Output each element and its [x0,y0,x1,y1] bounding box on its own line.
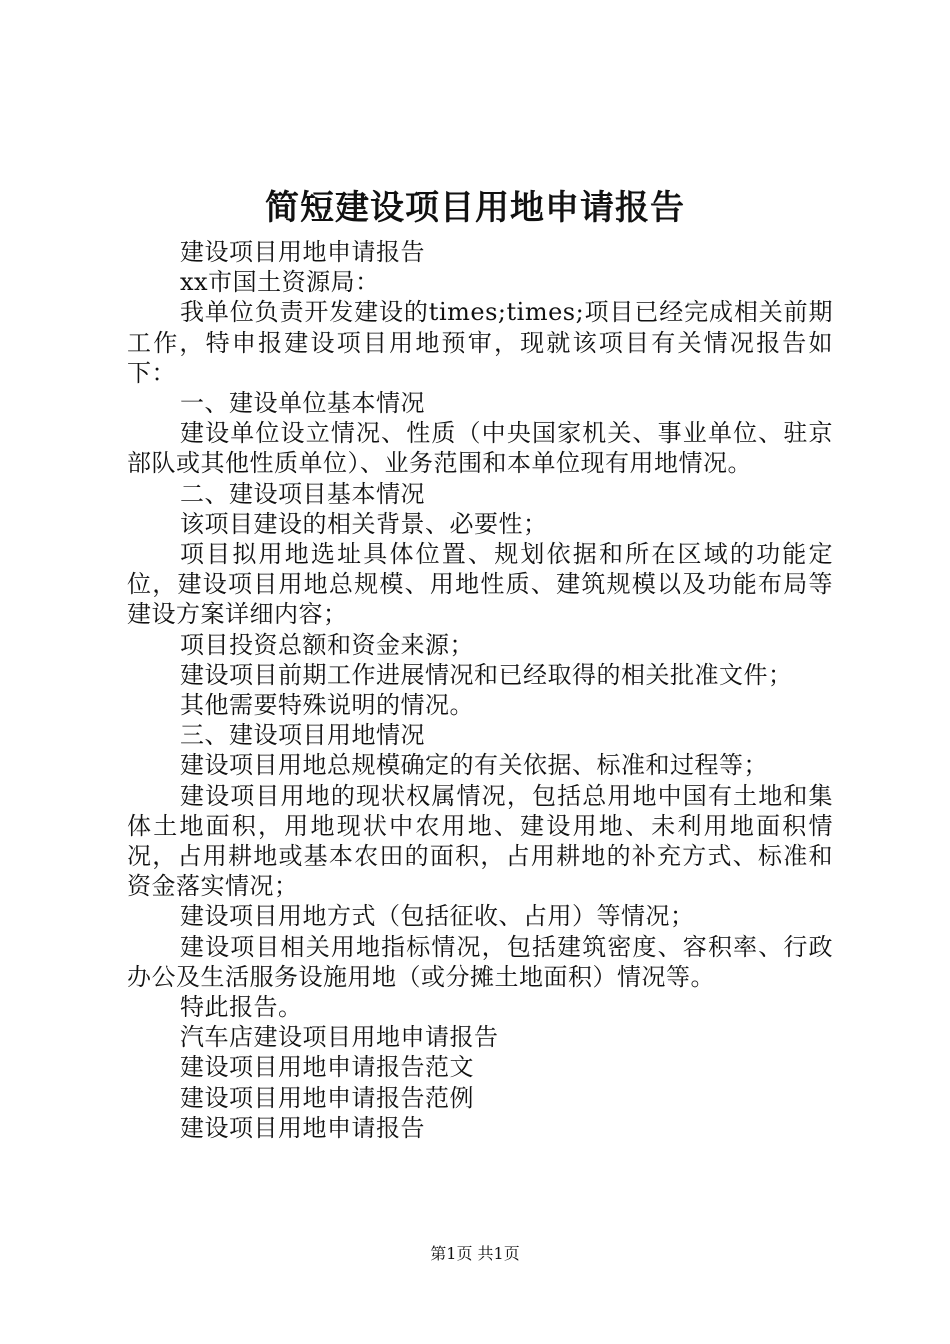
closing-line: 特此报告。 [180,993,303,1022]
section-heading: 三、建设项目用地情况 [180,721,425,750]
paragraph: 其他需要特殊说明的情况。 [180,691,474,720]
paragraph: 建设项目前期工作进展情况和已经取得的相关批准文件； [180,660,793,689]
document-title: 简短建设项目用地申请报告 [265,188,685,228]
related-title: 建设项目用地申请报告 [180,1113,425,1142]
paragraph: 建设项目用地申请报告 [180,238,425,266]
paragraph: 建设单位设立情况、性质（中央国家机关、事业单位、驻京部队或其他性质单位）、业务范围和本单位现有用地情况。 [127,419,833,478]
related-title: 汽车店建设项目用地申请报告 [180,1023,499,1052]
page-footer: 第1页 共1页 [430,1244,520,1263]
document-body [127,237,833,1143]
paragraph: xx市国土资源局： [180,268,380,297]
paragraph: 建设项目相关用地指标情况，包括建筑密度、容积率、行政办公及生活服务设施用地（或分摊土地面积）情况等。 [127,932,833,991]
related-title: 建设项目用地申请报告范文 [180,1053,474,1082]
paragraph: 项目投资总额和资金来源； [180,630,474,659]
paragraph: 建设项目用地的现状权属情况，包括总用地中国有土地和集体土地面积，用地现状中农用地、建设用地、未利用地面积情况，占用耕地或基本农田的面积，占用耕地的补充方式、标准和资金落实情况； [127,781,833,901]
paragraph: 建设项目用地总规模确定的有关依据、标准和过程等； [180,751,768,780]
paragraph: 该项目建设的相关背景、必要性； [180,509,548,538]
section-heading: 二、建设项目基本情况 [180,479,425,508]
paragraph: 建设项目用地方式（包括征收、占用）等情况； [180,902,695,931]
paragraph: 项目拟用地选址具体位置、规划依据和所在区域的功能定位，建设项目用地总规模、用地性质、建筑规模以及功能布局等建设方案详细内容； [127,540,833,629]
related-title: 建设项目用地申请报告范例 [180,1083,474,1112]
section-heading: 一、建设单位基本情况 [180,389,425,418]
paragraph: 我单位负责开发建设的times;times;项目已经完成相关前期工作，特申报建设项目用地预审，现就该项目有关情况报告如下： [127,298,833,387]
